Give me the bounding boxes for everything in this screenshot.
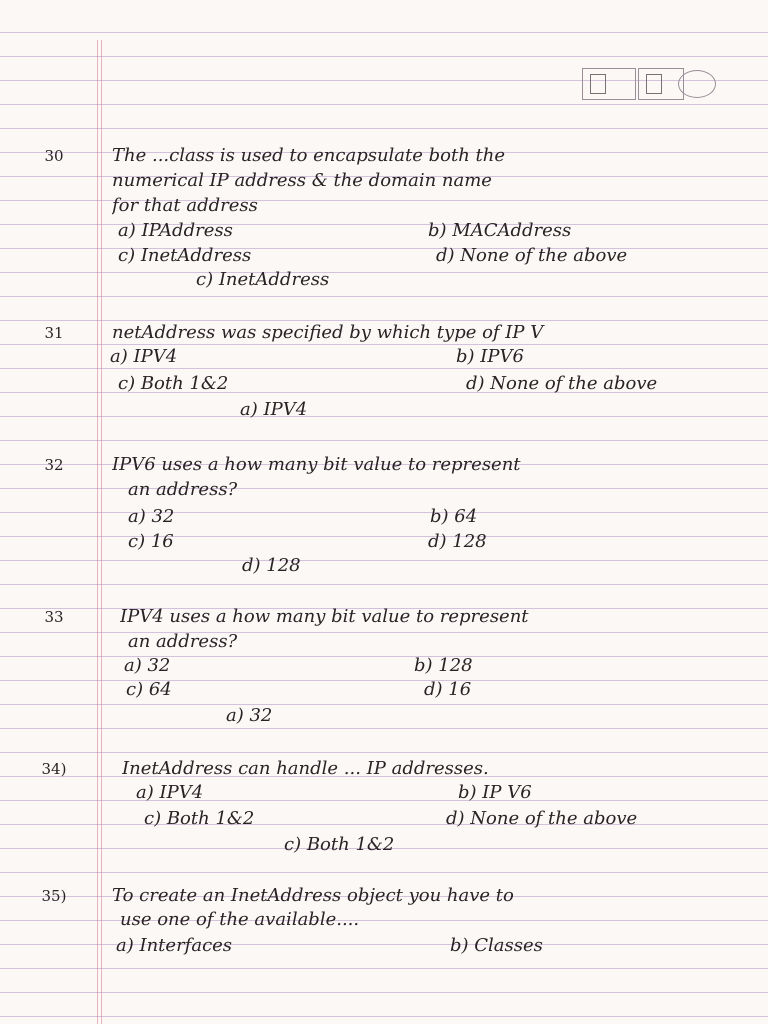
answer: c) InetAddress (196, 269, 330, 290)
option: d) None of the above (446, 808, 638, 829)
answer: a) IPV4 (240, 399, 308, 420)
question-number: 33 (44, 608, 64, 626)
margin-line (101, 40, 102, 1024)
answer: d) 128 (242, 555, 301, 576)
option: b) Classes (450, 935, 543, 956)
question-text: InetAddress can handle ... IP addresses. (122, 758, 489, 779)
question-number: 30 (44, 147, 64, 165)
question-number: 32 (44, 456, 64, 474)
option: c) 16 (128, 531, 174, 552)
option: c) 64 (126, 679, 172, 700)
option: b) MACAddress (428, 220, 572, 241)
option: d) 16 (424, 679, 472, 700)
option: a) Interfaces (116, 935, 233, 956)
question-text: numerical IP address & the domain name (112, 170, 492, 191)
option: d) 128 (428, 531, 487, 552)
option: c) Both 1&2 (118, 373, 229, 394)
option: a) 32 (128, 506, 175, 527)
date-stamp (582, 60, 716, 102)
margin-line (97, 40, 98, 1024)
question-text: an address? (128, 479, 238, 500)
question-number: 34) (41, 760, 67, 778)
option: b) 64 (430, 506, 478, 527)
option: a) IPAddress (118, 220, 233, 241)
question-number: 35) (41, 887, 67, 905)
option: a) IPV4 (136, 782, 204, 803)
option: b) 128 (414, 655, 473, 676)
answer: a) 32 (226, 705, 273, 726)
question-text: The ...class is used to encapsulate both the (112, 145, 506, 166)
option: c) Both 1&2 (144, 808, 255, 829)
question-text: IPV6 uses a how many bit value to represent (112, 454, 521, 475)
question-text: To create an InetAddress object you have to (112, 885, 514, 906)
option: b) IP V6 (458, 782, 532, 803)
option: d) None of the above (436, 245, 628, 266)
option: d) None of the above (466, 373, 658, 394)
question-text: netAddress was specified by which type of IP V (112, 322, 544, 343)
question-text: use one of the available.... (120, 909, 360, 930)
option: c) InetAddress (118, 245, 252, 266)
question-text: for that address (112, 195, 258, 216)
option: b) IPV6 (456, 346, 524, 367)
answer: c) Both 1&2 (284, 834, 395, 855)
option: a) IPV4 (110, 346, 178, 367)
question-number: 31 (44, 324, 64, 342)
question-text: an address? (128, 631, 238, 652)
option: a) 32 (124, 655, 171, 676)
question-text: IPV4 uses a how many bit value to represent (120, 606, 529, 627)
